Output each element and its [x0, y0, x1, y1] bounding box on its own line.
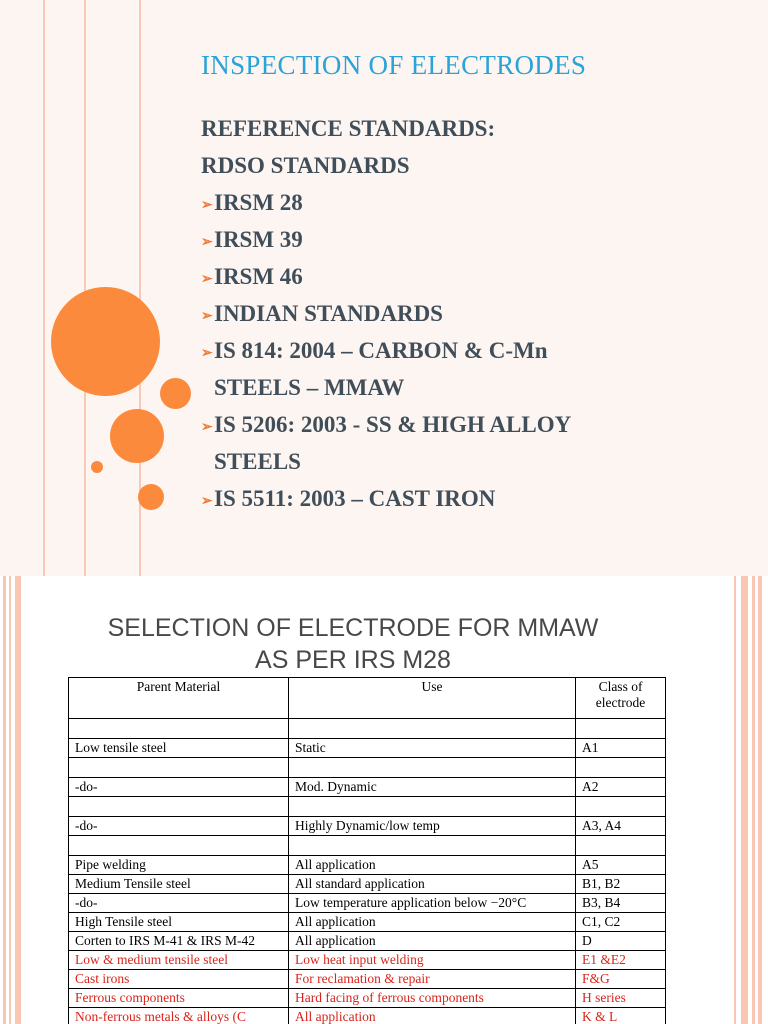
column-header: Parent Material — [69, 678, 289, 719]
table-cell: Medium Tensile steel — [69, 875, 289, 894]
title-line: AS PER IRS M28 — [255, 646, 451, 674]
list-text: IS 814: 2004 – CARBON & C-Mn — [214, 338, 548, 363]
table-row — [69, 836, 666, 856]
table-row — [69, 989, 666, 1008]
table-cell: All application — [289, 856, 576, 875]
arrow-bullet-icon: ➢ — [201, 198, 213, 213]
decorative-stripe — [758, 576, 762, 1024]
table-row — [69, 739, 666, 758]
table-cell — [69, 836, 289, 856]
table-cell: Corten to IRS M-41 & IRS M-42 — [69, 932, 289, 951]
table-row — [69, 797, 666, 817]
list-text: IS 5511: 2003 – CAST IRON — [214, 486, 496, 511]
slide-title — [58, 612, 648, 676]
decorative-circle-large — [51, 287, 160, 396]
arrow-bullet-icon: ➢ — [201, 346, 213, 361]
table-cell: H series — [576, 989, 666, 1008]
column-header: Class of electrode — [576, 678, 666, 719]
list-text: STEELS – MMAW — [214, 375, 405, 400]
table-cell: -do- — [69, 817, 289, 836]
table-row — [69, 817, 666, 836]
decorative-stripe — [741, 576, 748, 1024]
table-cell: Cast irons — [69, 970, 289, 989]
table-row — [69, 875, 666, 894]
list-item-continuation — [201, 443, 571, 480]
table-cell: A2 — [576, 778, 666, 797]
table-cell: All application — [289, 913, 576, 932]
table-cell: B3, B4 — [576, 894, 666, 913]
table-cell — [576, 719, 666, 739]
column-header: Use — [289, 678, 576, 719]
list-text: REFERENCE STANDARDS: — [201, 116, 496, 141]
table-cell: A3, A4 — [576, 817, 666, 836]
table-cell — [69, 719, 289, 739]
arrow-bullet-icon: ➢ — [201, 494, 213, 509]
table-row — [69, 894, 666, 913]
table-cell: F&G — [576, 970, 666, 989]
table-cell: Hard facing of ferrous components — [289, 989, 576, 1008]
table-cell: D — [576, 932, 666, 951]
list-text: IRSM 28 — [214, 190, 303, 215]
slide-title: INSPECTION OF ELECTRODES — [201, 50, 587, 80]
arrow-bullet-icon: ➢ — [201, 420, 213, 435]
table-row — [69, 932, 666, 951]
table-row — [69, 1008, 666, 1024]
table-cell: C1, C2 — [576, 913, 666, 932]
table-cell: Highly Dynamic/low temp — [289, 817, 576, 836]
list-text: RDSO STANDARDS — [201, 153, 410, 178]
table-cell: Pipe welding — [69, 856, 289, 875]
table-cell — [69, 758, 289, 778]
decorative-stripe — [3, 576, 6, 1024]
electrode-selection-table — [68, 677, 666, 1024]
table-cell — [289, 719, 576, 739]
table-row — [69, 951, 666, 970]
list-text: IRSM 46 — [214, 264, 303, 289]
list-text: IRSM 39 — [214, 227, 303, 252]
table-cell: K & L — [576, 1008, 666, 1024]
table-cell: B1, B2 — [576, 875, 666, 894]
list-item — [201, 332, 571, 369]
table-cell: Low temperature application below −20°C — [289, 894, 576, 913]
table-row — [69, 970, 666, 989]
table-cell: Ferrous components — [69, 989, 289, 1008]
table-cell: Static — [289, 739, 576, 758]
table-row — [69, 913, 666, 932]
decorative-stripe — [734, 576, 736, 1024]
list-item — [201, 480, 571, 517]
title-line: SELECTION OF ELECTRODE FOR MMAW — [107, 614, 599, 642]
list-heading — [201, 147, 571, 184]
decorative-circle-tiny — [91, 461, 103, 473]
table-cell: -do- — [69, 894, 289, 913]
table-cell: All application — [289, 1008, 576, 1024]
table-cell — [289, 758, 576, 778]
list-item-continuation — [201, 369, 571, 406]
table-cell: -do- — [69, 778, 289, 797]
table-cell — [289, 836, 576, 856]
list-item — [201, 221, 571, 258]
table-row — [69, 778, 666, 797]
table-cell: A5 — [576, 856, 666, 875]
table-cell — [576, 836, 666, 856]
table-cell: All standard application — [289, 875, 576, 894]
decorative-stripe — [752, 576, 755, 1024]
table-cell: A1 — [576, 739, 666, 758]
table-cell — [576, 758, 666, 778]
table-cell — [69, 797, 289, 817]
table-cell: All application — [289, 932, 576, 951]
decorative-line — [84, 0, 86, 576]
decorative-circle-small — [138, 484, 164, 510]
table-cell: Low tensile steel — [69, 739, 289, 758]
list-heading — [201, 110, 571, 147]
table-cell: Non-ferrous metals & alloys (C — [69, 1008, 289, 1024]
table-cell: Mod. Dynamic — [289, 778, 576, 797]
decorative-circle-small — [160, 378, 191, 409]
slide-selection-of-electrode — [0, 576, 768, 1024]
table-header-row — [69, 678, 666, 719]
list-item — [201, 184, 571, 221]
table-row — [69, 758, 666, 778]
list-text: STEELS — [214, 449, 301, 474]
table-cell: Low heat input welding — [289, 951, 576, 970]
list-item — [201, 295, 571, 332]
table-cell: For reclamation & repair — [289, 970, 576, 989]
table-row — [69, 856, 666, 875]
table-cell: E1 &E2 — [576, 951, 666, 970]
list-text: IS 5206: 2003 - SS & HIGH ALLOY — [214, 412, 572, 437]
list-item — [201, 406, 571, 443]
table-cell: High Tensile steel — [69, 913, 289, 932]
decorative-stripe — [15, 576, 21, 1024]
arrow-bullet-icon: ➢ — [201, 309, 213, 324]
table-row — [69, 719, 666, 739]
table-cell: Low & medium tensile steel — [69, 951, 289, 970]
table-body — [69, 719, 666, 1024]
arrow-bullet-icon: ➢ — [201, 235, 213, 250]
decorative-circle-medium — [110, 409, 164, 463]
table-cell — [576, 797, 666, 817]
decorative-stripe — [9, 576, 11, 1024]
decorative-line — [43, 0, 45, 576]
list-item — [201, 258, 571, 295]
table-cell — [289, 797, 576, 817]
standards-list — [201, 110, 571, 517]
list-text: INDIAN STANDARDS — [214, 301, 443, 326]
arrow-bullet-icon: ➢ — [201, 272, 213, 287]
